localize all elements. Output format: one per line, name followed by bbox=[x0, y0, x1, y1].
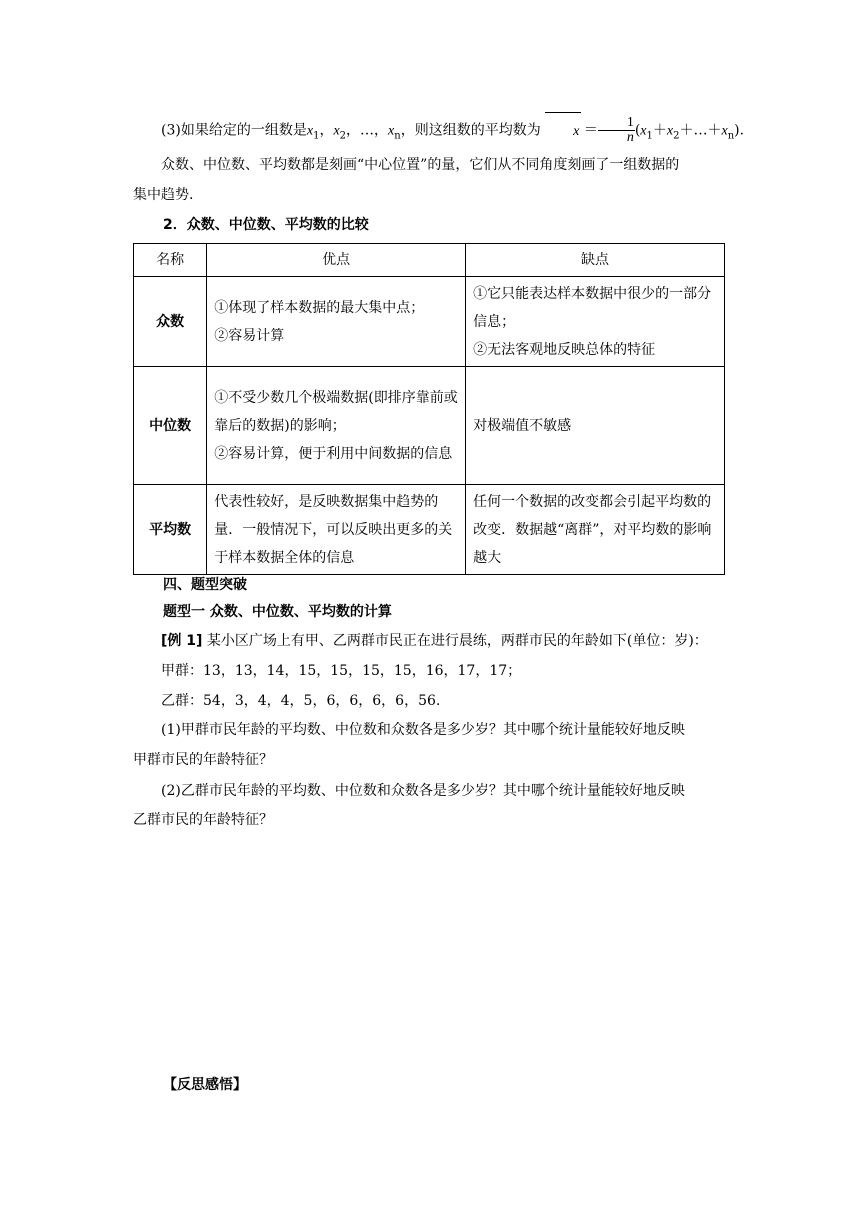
center-position-paragraph-line2: 集中趋势. bbox=[133, 187, 194, 203]
example-text: 某小区广场上有甲、乙两群市民正在进行晨练，两群市民的年龄如下(单位：岁)： bbox=[206, 633, 708, 649]
sum-sub-2: 2 bbox=[673, 130, 680, 142]
median-advantages bbox=[207, 367, 466, 485]
table-row-median bbox=[134, 367, 725, 485]
mode-adv-2: ②容易计算 bbox=[214, 327, 285, 344]
paren-open: ( bbox=[634, 122, 641, 139]
question-1-line1: (1)甲群市民年龄的平均数、中位数和众数各是多少岁？其中哪个统计量能较好地反映 bbox=[161, 722, 685, 738]
formula-prefix: (3)如果给定的一组数是 bbox=[161, 122, 307, 139]
header-advantages: 优点 bbox=[207, 244, 466, 277]
group-a-ages: 甲群：13，13，14，15，15，15，15，16，17，17； bbox=[161, 663, 522, 679]
sub-1: 1 bbox=[313, 130, 320, 142]
question-1-line2: 甲群市民的年龄特征？ bbox=[133, 752, 273, 768]
header-name: 名称 bbox=[134, 244, 207, 277]
var-x1: x bbox=[306, 123, 314, 139]
sum-x2: x bbox=[666, 123, 674, 139]
sub-n: n bbox=[394, 130, 401, 142]
mode-dis-1: ①它只能表达样本数据中很少的一部分信息； bbox=[473, 285, 712, 330]
median-disadvantages bbox=[466, 367, 725, 485]
sep-2: ，…， bbox=[346, 122, 389, 139]
plus-2: ＋…＋ bbox=[679, 122, 722, 139]
row-name-mode: 众数 bbox=[134, 277, 207, 367]
paren-close: ). bbox=[734, 122, 745, 139]
sum-sub-1: 1 bbox=[646, 130, 653, 142]
equals-sign: ＝ bbox=[583, 122, 598, 139]
mean-advantages bbox=[207, 485, 466, 575]
question-2-line1: (2)乙群市民年龄的平均数、中位数和众数各是多少岁？其中哪个统计量能较好地反映 bbox=[161, 783, 685, 799]
example-label: [例 1] bbox=[161, 633, 203, 649]
mode-dis-2: ②无法客观地反映总体的特征 bbox=[473, 341, 656, 358]
type-1-title: 题型一 众数、中位数、平均数的计算 bbox=[163, 604, 392, 620]
center-position-paragraph-line1: 众数、中位数、平均数都是刻画“中心位置”的量，它们从不同角度刻画了一组数据的 bbox=[161, 157, 680, 173]
fraction-one-over-n bbox=[598, 116, 635, 145]
mean-dis-1: 任何一个数据的改变都会引起平均数的改变．数据越“离群”，对平均数的影响越大 bbox=[473, 493, 712, 566]
mode-adv-1: ①体现了样本数据的最大集中点； bbox=[214, 299, 425, 316]
var-xn: x bbox=[388, 123, 395, 139]
mean-disadvantages bbox=[466, 485, 725, 575]
question-2-line2: 乙群市民的年龄特征？ bbox=[133, 812, 273, 828]
median-dis-1: 对极端值不敏感 bbox=[473, 417, 572, 434]
table-header-row bbox=[134, 244, 725, 277]
section-4-title: 四、题型突破 bbox=[163, 577, 247, 593]
mode-advantages bbox=[207, 277, 466, 367]
plus-1: ＋ bbox=[652, 122, 667, 139]
sum-x1: x bbox=[640, 123, 647, 139]
frac-denominator: n bbox=[626, 130, 634, 145]
mode-disadvantages bbox=[466, 277, 725, 367]
row-name-mean: 平均数 bbox=[134, 485, 207, 575]
section-2-title: 2．众数、中位数、平均数的比较 bbox=[163, 217, 369, 233]
frac-numerator: 1 bbox=[598, 116, 635, 131]
group-b-ages: 乙群：54，3，4，4，5，6，6，6，6，56. bbox=[161, 693, 441, 709]
sub-2: 2 bbox=[339, 130, 347, 142]
var-x2: x bbox=[333, 123, 340, 139]
header-disadvantages: 缺点 bbox=[466, 244, 725, 277]
row-name-median: 中位数 bbox=[134, 367, 207, 485]
x-bar-symbol: x bbox=[545, 122, 579, 142]
formula-mid: ，则这组数的平均数为 bbox=[400, 122, 541, 139]
mean-formula-line bbox=[133, 115, 745, 146]
median-adv-1: ①不受少数几个极端数据(即排序靠前或靠后的数据)的影响； bbox=[214, 389, 458, 434]
table-row-mode bbox=[134, 277, 725, 367]
sep-1: ， bbox=[319, 122, 334, 139]
example-1-line bbox=[133, 631, 727, 651]
comparison-table bbox=[133, 243, 725, 575]
median-adv-2: ②容易计算，便于利用中间数据的信息 bbox=[214, 445, 453, 462]
sum-xn: x bbox=[721, 123, 728, 139]
reflection-heading: 【反思感悟】 bbox=[163, 1077, 247, 1093]
table-row-mean bbox=[134, 485, 725, 575]
sum-sub-n: n bbox=[727, 130, 735, 142]
mean-adv-1: 代表性较好，是反映数据集中趋势的量．一般情况下，可以反映出更多的关于样本数据全体的信息 bbox=[214, 493, 453, 566]
